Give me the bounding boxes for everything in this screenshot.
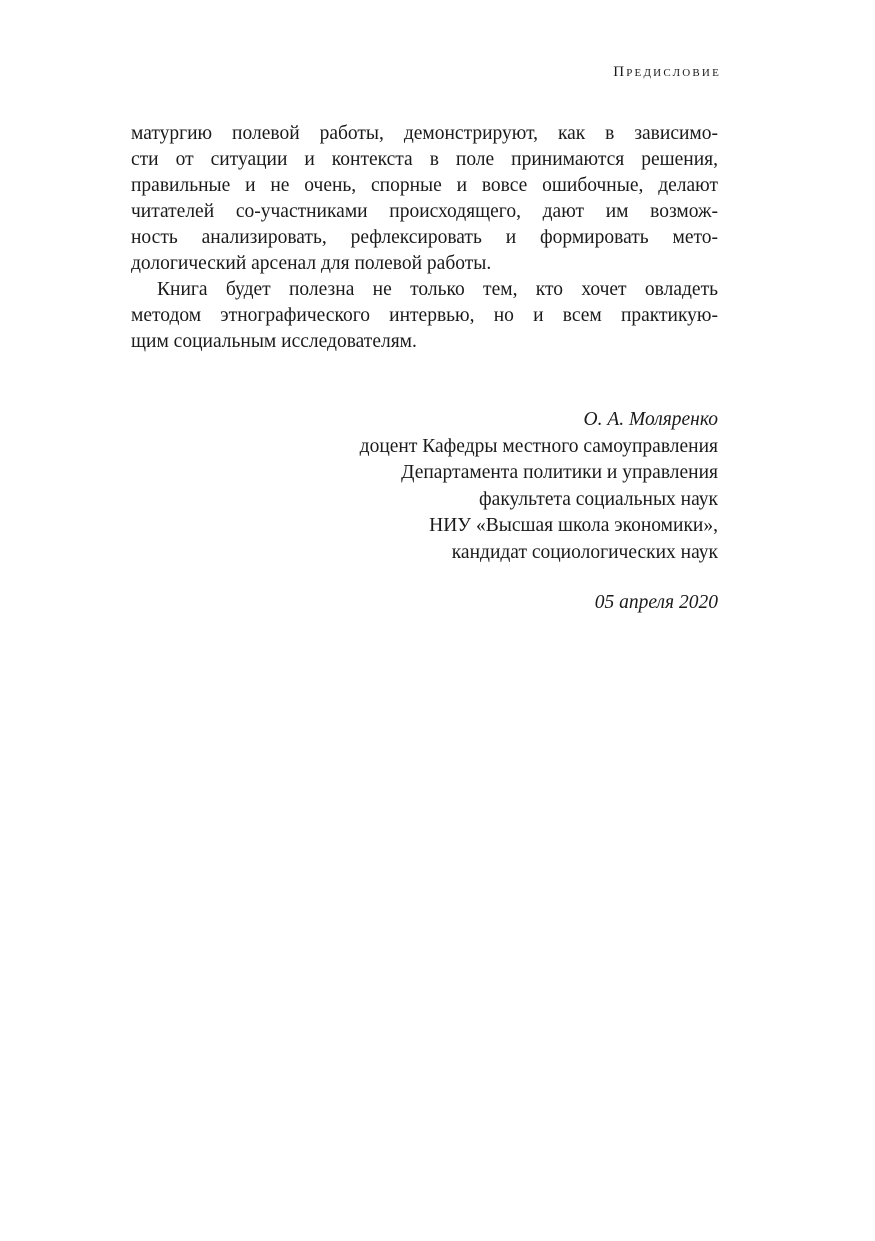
text-line: ность анализировать, рефлексировать и формировать мето- (131, 227, 718, 248)
text-line: читателей со-участниками происходящего, дают им возмож- (131, 201, 718, 222)
date: 05 апреля 2020 (594, 592, 718, 613)
author-degree: кандидат социологических наук (451, 541, 718, 563)
signature-block (360, 407, 718, 566)
author-faculty: факультета социальных наук (479, 488, 718, 510)
text-line: правильные и не очень, спорные и вовсе ошибочные, делают (131, 175, 718, 196)
author-department: Департамента политики и управления (401, 462, 718, 483)
text-line: дологический арсенал для полевой работы. (131, 253, 492, 274)
author-position: доцент Кафедры местного самоуправления (359, 435, 718, 457)
text-line: щим социальным исследователям. (131, 331, 417, 352)
paragraph-2 (131, 277, 718, 355)
text-line: Книга будет полезна не только тем, кто хочет овладеть (157, 279, 718, 300)
text-line: сти от ситуации и контекста в поле принимаются решения, (131, 149, 718, 170)
text-line: матургию полевой работы, демонстрируют, как в зависимо- (131, 123, 718, 144)
text-line: методом этнографического интервью, но и всем практикую- (131, 305, 718, 326)
paragraph-1 (131, 121, 718, 277)
running-header: Предисловие (613, 64, 721, 80)
author-name: О. А. Моляренко (583, 409, 718, 430)
body-text (131, 121, 718, 355)
author-university: НИУ «Высшая школа экономики», (429, 515, 718, 536)
